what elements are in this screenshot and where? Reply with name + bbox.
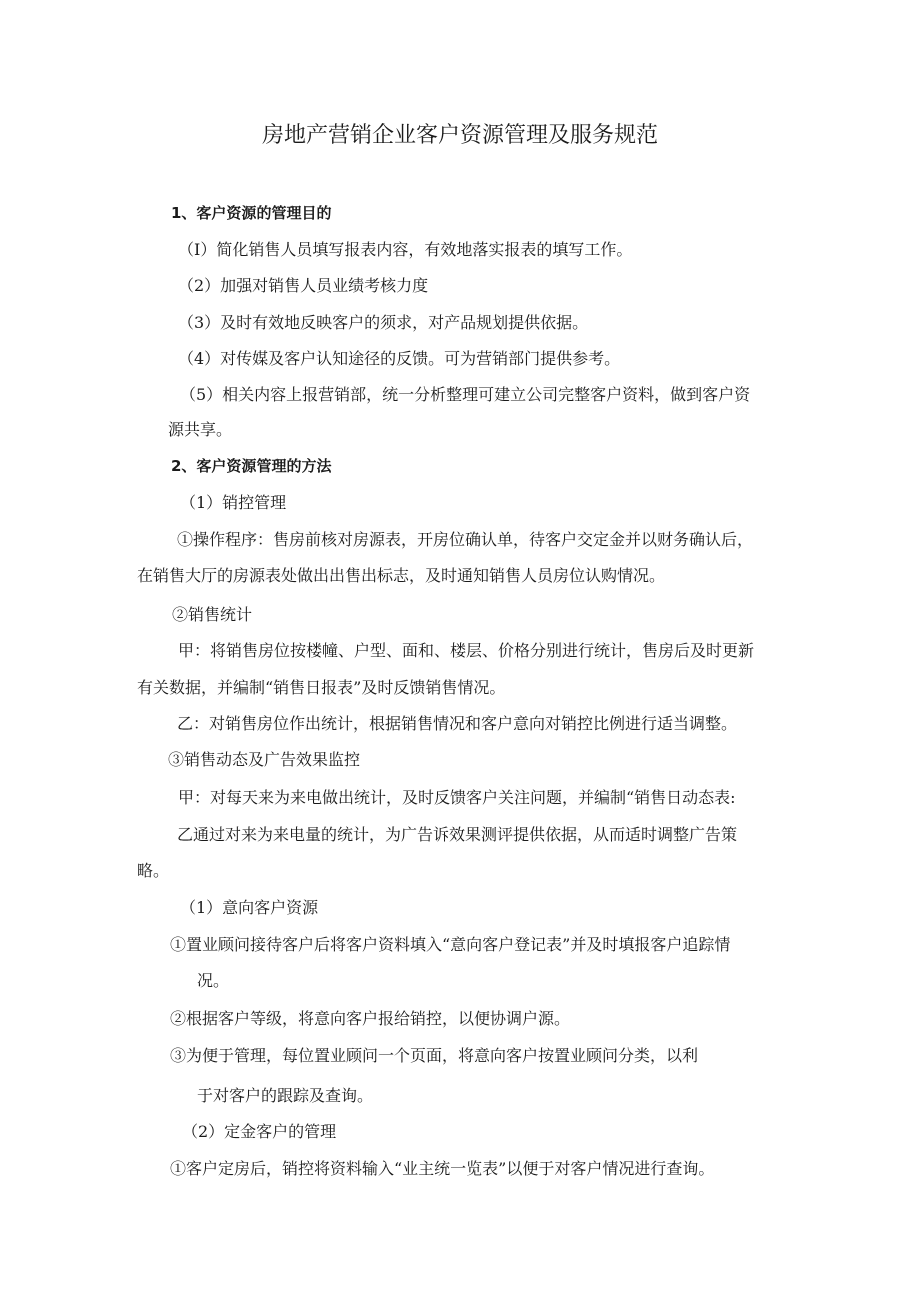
method-line-10: 乙通过对来为来电量的统计，为广告诉效果测评提供依据，从而适时调整广告策 [177,825,738,844]
method-line-12: （1）意向客户资源 [180,898,319,917]
method-line-1: （1）销控管理 [180,493,287,512]
method-line-5: 甲：将销售房位按楼幢、户型、面和、楼层、价格分别进行统计，售房后及时更新 [178,641,755,660]
method-line-2: ①操作程序：售房前核对房源表，开房位确认单，待客户交定金并以财务确认后， [177,530,754,549]
method-line-14: 况。 [197,971,230,990]
purpose-item-2: （2）加强对销售人员业绩考核力度 [178,276,429,295]
method-line-4: ②销售统计 [172,605,253,624]
method-line-19: ①客户定房后，销控将资料输入“业主统一览表”以便于对客户情况进行查询。 [170,1159,715,1178]
method-line-7: 乙：对销售房位作出统计，根据销售情况和客户意向对销控比例进行适当调整。 [177,714,738,733]
method-line-17: 于对客户的跟踪及查询。 [197,1086,374,1105]
purpose-item-5: （5）相关内容上报营销部，统一分析整理可建立公司完整客户资料，做到客户资 [180,385,751,404]
method-line-15: ②根据客户等级，将意向客户报给销控，以便协调户源。 [170,1009,571,1028]
method-line-11: 略。 [137,861,170,880]
purpose-item-4: （4）对传媒及客户认知途径的反馈。可为营销部门提供参考。 [178,349,621,368]
purpose-item-1: （I）简化销售人员填写报表内容，有效地落实报表的填写工作。 [178,240,633,259]
method-line-3: 在销售大厅的房源表处做出出售出标志，及时通知销售人员房位认购情况。 [137,566,666,585]
section-heading-purpose: 1、客户资源的管理目的 [171,204,332,222]
method-line-9: 甲：对每天来为来电做出统计，及时反馈客户关注问题，并编制“销售日动态表: [178,788,736,807]
section-heading-methods: 2、客户资源管理的方法 [171,457,332,475]
document-title: 房地产营销企业客户资源管理及服务规范 [261,123,658,148]
method-line-8: ③销售动态及广告效果监控 [168,750,361,769]
method-line-6: 有关数据，并编制“销售日报表”及时反馈销售情况。 [137,678,506,697]
method-line-16: ③为便于管理，每位置业顾问一个页面，将意向客户按置业顾问分类，以利 [170,1046,699,1065]
method-line-18: （2）定金客户的管理 [182,1122,337,1141]
purpose-item-3: （3）及时有效地反映客户的须求，对产品规划提供依据。 [178,313,589,332]
method-line-13: ①置业顾问接待客户后将客户资料填入“意向客户登记表”并及时填报客户追踪情 [170,935,731,954]
purpose-item-5-cont: 源共享。 [168,420,233,439]
